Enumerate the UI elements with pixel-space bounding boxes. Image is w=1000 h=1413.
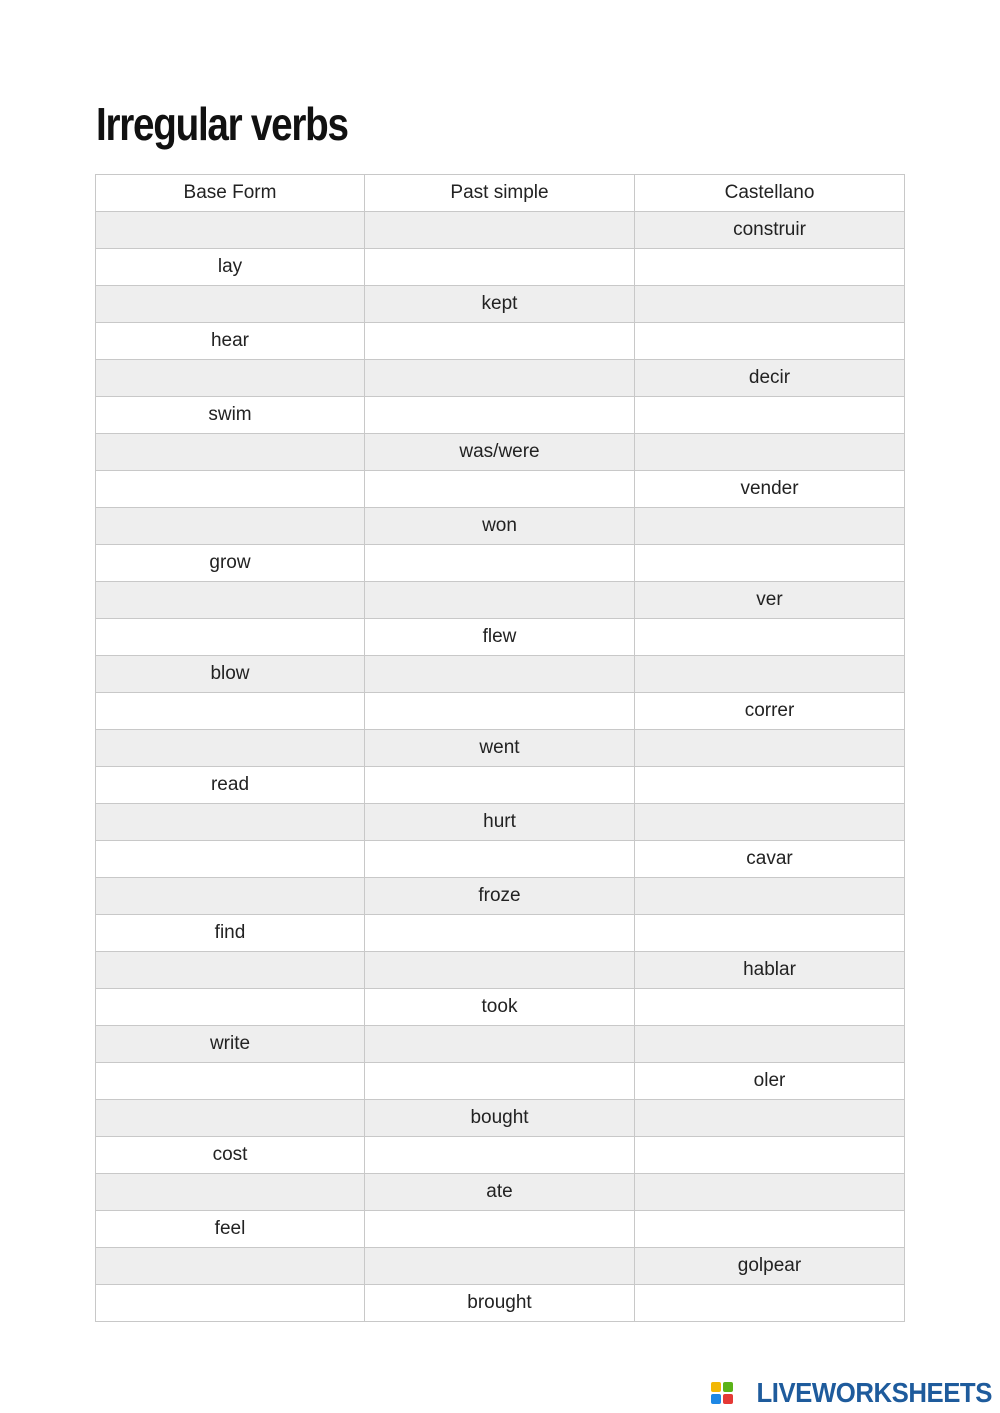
past-simple-cell[interactable] <box>365 952 635 989</box>
castellano-cell[interactable] <box>635 508 905 545</box>
past-simple-cell[interactable] <box>365 212 635 249</box>
table-header-row <box>96 175 905 212</box>
logo-square-4 <box>723 1394 733 1404</box>
past-simple-cell[interactable] <box>365 1211 635 1248</box>
table-row <box>96 1285 905 1322</box>
table-row <box>96 471 905 508</box>
past-simple-cell[interactable] <box>365 582 635 619</box>
castellano-cell[interactable] <box>635 804 905 841</box>
table-row <box>96 1137 905 1174</box>
past-simple-cell[interactable] <box>365 841 635 878</box>
castellano-cell[interactable] <box>635 249 905 286</box>
base-form-cell: lay <box>96 249 365 286</box>
base-form-cell[interactable] <box>96 841 365 878</box>
castellano-cell[interactable] <box>635 286 905 323</box>
table-row <box>96 323 905 360</box>
castellano-cell[interactable] <box>635 656 905 693</box>
table-row <box>96 397 905 434</box>
castellano-cell[interactable] <box>635 989 905 1026</box>
table-row <box>96 545 905 582</box>
past-simple-cell[interactable] <box>365 1063 635 1100</box>
past-simple-cell: brought <box>365 1285 635 1322</box>
past-simple-cell: took <box>365 989 635 1026</box>
castellano-cell[interactable] <box>635 878 905 915</box>
base-form-cell[interactable] <box>96 1248 365 1285</box>
base-form-cell[interactable] <box>96 471 365 508</box>
castellano-cell: golpear <box>635 1248 905 1285</box>
page-title: Irregular verbs <box>96 98 348 150</box>
table-row <box>96 249 905 286</box>
castellano-cell: ver <box>635 582 905 619</box>
past-simple-cell[interactable] <box>365 1137 635 1174</box>
base-form-cell[interactable] <box>96 286 365 323</box>
past-simple-cell[interactable] <box>365 1248 635 1285</box>
base-form-cell: write <box>96 1026 365 1063</box>
logo-square-2 <box>723 1382 733 1392</box>
table-row <box>96 693 905 730</box>
castellano-cell[interactable] <box>635 619 905 656</box>
table-row <box>96 619 905 656</box>
base-form-cell: grow <box>96 545 365 582</box>
base-form-cell: feel <box>96 1211 365 1248</box>
castellano-cell[interactable] <box>635 323 905 360</box>
base-form-cell[interactable] <box>96 582 365 619</box>
table-row <box>96 1100 905 1137</box>
castellano-cell[interactable] <box>635 730 905 767</box>
table-row <box>96 804 905 841</box>
base-form-cell[interactable] <box>96 1100 365 1137</box>
table-row <box>96 360 905 397</box>
past-simple-cell: hurt <box>365 804 635 841</box>
castellano-cell[interactable] <box>635 434 905 471</box>
liveworksheets-logo-icon <box>711 1382 733 1404</box>
table-row <box>96 841 905 878</box>
castellano-cell: construir <box>635 212 905 249</box>
base-form-cell: swim <box>96 397 365 434</box>
base-form-cell[interactable] <box>96 434 365 471</box>
castellano-cell[interactable] <box>635 1174 905 1211</box>
table-row <box>96 989 905 1026</box>
past-simple-cell[interactable] <box>365 471 635 508</box>
header-castellano: Castellano <box>635 175 905 212</box>
base-form-cell: read <box>96 767 365 804</box>
base-form-cell[interactable] <box>96 508 365 545</box>
past-simple-cell[interactable] <box>365 249 635 286</box>
past-simple-cell[interactable] <box>365 693 635 730</box>
table-row <box>96 1248 905 1285</box>
table-row <box>96 434 905 471</box>
base-form-cell[interactable] <box>96 1063 365 1100</box>
past-simple-cell[interactable] <box>365 767 635 804</box>
castellano-cell[interactable] <box>635 1137 905 1174</box>
header-base-form: Base Form <box>96 175 365 212</box>
table-row <box>96 1063 905 1100</box>
castellano-cell: oler <box>635 1063 905 1100</box>
header-past-simple: Past simple <box>365 175 635 212</box>
base-form-cell: hear <box>96 323 365 360</box>
castellano-cell: correr <box>635 693 905 730</box>
table-row <box>96 730 905 767</box>
castellano-cell[interactable] <box>635 915 905 952</box>
brand-name: LIVEWORKSHEETS <box>756 1377 992 1408</box>
past-simple-cell[interactable] <box>365 360 635 397</box>
base-form-cell[interactable] <box>96 693 365 730</box>
castellano-cell[interactable] <box>635 545 905 582</box>
base-form-cell: cost <box>96 1137 365 1174</box>
base-form-cell[interactable] <box>96 989 365 1026</box>
base-form-cell: find <box>96 915 365 952</box>
table-row <box>96 656 905 693</box>
table-row <box>96 1026 905 1063</box>
logo-square-1 <box>711 1382 721 1392</box>
castellano-cell: hablar <box>635 952 905 989</box>
past-simple-cell: was/were <box>365 434 635 471</box>
table-row <box>96 508 905 545</box>
base-form-cell[interactable] <box>96 212 365 249</box>
past-simple-cell[interactable] <box>365 1026 635 1063</box>
base-form-cell[interactable] <box>96 730 365 767</box>
past-simple-cell[interactable] <box>365 656 635 693</box>
past-simple-cell: bought <box>365 1100 635 1137</box>
logo-square-3 <box>711 1394 721 1404</box>
base-form-cell: blow <box>96 656 365 693</box>
castellano-cell[interactable] <box>635 767 905 804</box>
past-simple-cell[interactable] <box>365 323 635 360</box>
past-simple-cell: kept <box>365 286 635 323</box>
table-body <box>96 212 905 1322</box>
past-simple-cell: won <box>365 508 635 545</box>
table-row <box>96 767 905 804</box>
base-form-cell[interactable] <box>96 878 365 915</box>
table-row <box>96 1211 905 1248</box>
table-row <box>96 952 905 989</box>
table-row <box>96 878 905 915</box>
table-row <box>96 286 905 323</box>
table-row <box>96 1174 905 1211</box>
table-row <box>96 212 905 249</box>
liveworksheets-brand <box>711 1378 992 1408</box>
castellano-cell[interactable] <box>635 1211 905 1248</box>
table-row <box>96 582 905 619</box>
past-simple-cell[interactable] <box>365 545 635 582</box>
base-form-cell[interactable] <box>96 952 365 989</box>
past-simple-cell: froze <box>365 878 635 915</box>
base-form-cell[interactable] <box>96 360 365 397</box>
past-simple-cell: flew <box>365 619 635 656</box>
base-form-cell[interactable] <box>96 1174 365 1211</box>
past-simple-cell[interactable] <box>365 915 635 952</box>
castellano-cell[interactable] <box>635 1100 905 1137</box>
castellano-cell[interactable] <box>635 397 905 434</box>
castellano-cell: cavar <box>635 841 905 878</box>
castellano-cell[interactable] <box>635 1285 905 1322</box>
irregular-verbs-table <box>95 174 905 1322</box>
base-form-cell[interactable] <box>96 619 365 656</box>
base-form-cell[interactable] <box>96 804 365 841</box>
past-simple-cell[interactable] <box>365 397 635 434</box>
castellano-cell: decir <box>635 360 905 397</box>
past-simple-cell: went <box>365 730 635 767</box>
table-row <box>96 915 905 952</box>
past-simple-cell: ate <box>365 1174 635 1211</box>
castellano-cell[interactable] <box>635 1026 905 1063</box>
base-form-cell[interactable] <box>96 1285 365 1322</box>
castellano-cell: vender <box>635 471 905 508</box>
